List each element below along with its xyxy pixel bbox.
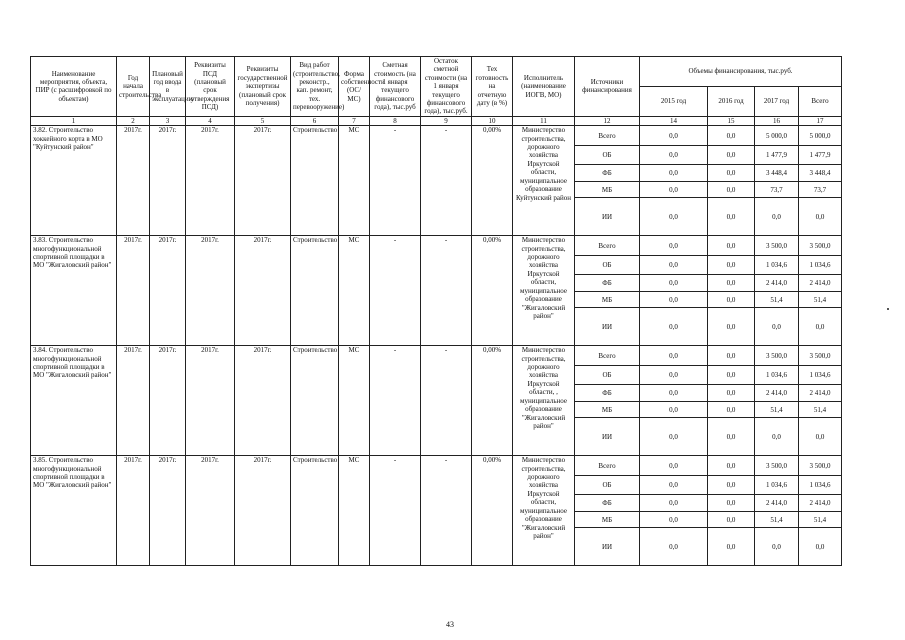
remaining-cost: - — [421, 236, 472, 346]
funding-source: ИИ — [575, 418, 640, 456]
amount-total: 73,7 — [799, 182, 842, 198]
amount-2016: 0,0 — [708, 366, 755, 385]
plan-year: 2017г. — [150, 346, 186, 456]
funding-source: ОБ — [575, 366, 640, 385]
amount-total: 51,4 — [799, 402, 842, 418]
amount-2015: 0,0 — [640, 275, 708, 292]
object-name: 3.84. Строительство многофункциональной спортивной площадки в МО "Жигаловский район" — [31, 346, 117, 456]
col-number: 7 — [339, 116, 370, 125]
funding-source: МБ — [575, 512, 640, 528]
col-number: 10 — [472, 116, 513, 125]
col-number: 8 — [370, 116, 421, 125]
funding-source: ОБ — [575, 476, 640, 495]
amount-2016: 0,0 — [708, 476, 755, 495]
amount-2015: 0,0 — [640, 256, 708, 275]
header-2015: 2015 год — [640, 86, 708, 116]
header-ownership: Форма собственности (ОС/МС) — [339, 57, 370, 117]
col-number: 17 — [799, 116, 842, 125]
expertise-date: 2017г. — [235, 456, 291, 566]
readiness: 0,00% — [472, 346, 513, 456]
amount-2015: 0,0 — [640, 182, 708, 198]
amount-2015: 0,0 — [640, 346, 708, 366]
amount-2016: 0,0 — [708, 402, 755, 418]
executor: Министерство строительства, дорожного хозяйства Иркутской области, муниципальное образование Куйтунский район — [513, 126, 575, 236]
table-row — [31, 126, 842, 146]
funding-source: МБ — [575, 182, 640, 198]
amount-2017: 1 034,6 — [755, 366, 799, 385]
page-number: 43 — [446, 620, 454, 629]
table-body — [31, 116, 842, 565]
header-sources: Источники финансирования — [575, 57, 640, 117]
amount-total: 3 500,0 — [799, 236, 842, 256]
amount-2017: 0,0 — [755, 198, 799, 236]
header-executor: Исполнитель (наименование ИОГВ, МО) — [513, 57, 575, 117]
amount-2017: 2 414,0 — [755, 495, 799, 512]
amount-total: 51,4 — [799, 292, 842, 308]
amount-2017: 1 477,9 — [755, 146, 799, 165]
amount-2015: 0,0 — [640, 385, 708, 402]
object-name: 3.83. Строительство многофункциональной спортивной площадки в МО "Жигаловский район" — [31, 236, 117, 346]
amount-2017: 0,0 — [755, 528, 799, 566]
amount-2016: 0,0 — [708, 182, 755, 198]
col-number: 16 — [755, 116, 799, 125]
remaining-cost: - — [421, 456, 472, 566]
header-2016: 2016 год — [708, 86, 755, 116]
amount-total: 0,0 — [799, 418, 842, 456]
estimated-cost: - — [370, 456, 421, 566]
amount-2015: 0,0 — [640, 308, 708, 346]
header-funding-group: Объемы финансирования, тыс.руб. — [640, 57, 842, 87]
funding-source: ИИ — [575, 528, 640, 566]
amount-total: 51,4 — [799, 512, 842, 528]
amount-2017: 3 500,0 — [755, 346, 799, 366]
psd-date: 2017г. — [186, 456, 235, 566]
amount-2015: 0,0 — [640, 292, 708, 308]
amount-2015: 0,0 — [640, 528, 708, 566]
col-number: 5 — [235, 116, 291, 125]
amount-2015: 0,0 — [640, 146, 708, 165]
header-total: Всего — [799, 86, 842, 116]
start-year: 2017г. — [117, 456, 150, 566]
header-readiness: Тех готовность на отчетную дату (в %) — [472, 57, 513, 117]
col-number: 4 — [186, 116, 235, 125]
executor: Министерство строительства, дорожного хозяйства Иркутской области, , муниципальное образование "Жигаловский район" — [513, 346, 575, 456]
amount-2015: 0,0 — [640, 198, 708, 236]
header-start-year: Год начала строительства — [117, 57, 150, 117]
amount-total: 1 034,6 — [799, 366, 842, 385]
col-number: 12 — [575, 116, 640, 125]
remaining-cost: - — [421, 346, 472, 456]
col-number: 11 — [513, 116, 575, 125]
expertise-date: 2017г. — [235, 346, 291, 456]
funding-source: МБ — [575, 402, 640, 418]
funding-source: Всего — [575, 126, 640, 146]
header-work-type: Вид работ (строительство, реконстр., кап. ремонт, тех. перевооружение) — [291, 57, 339, 117]
amount-2017: 51,4 — [755, 402, 799, 418]
readiness: 0,00% — [472, 236, 513, 346]
remaining-cost: - — [421, 126, 472, 236]
header-expertise: Реквизиты государственной экспертизы (плановый срок получения) — [235, 57, 291, 117]
amount-total: 2 414,0 — [799, 275, 842, 292]
work-type: Строительство — [291, 236, 339, 346]
col-number: 15 — [708, 116, 755, 125]
amount-2015: 0,0 — [640, 165, 708, 182]
start-year: 2017г. — [117, 346, 150, 456]
amount-2016: 0,0 — [708, 346, 755, 366]
amount-total: 1 034,6 — [799, 256, 842, 275]
header-remaining-cost: Остаток сметной стоимости (на 1 января текущего финансового года), тыс.руб. — [421, 57, 472, 117]
amount-2016: 0,0 — [708, 528, 755, 566]
amount-2017: 73,7 — [755, 182, 799, 198]
amount-2015: 0,0 — [640, 126, 708, 146]
amount-2015: 0,0 — [640, 402, 708, 418]
funding-source: ФБ — [575, 275, 640, 292]
amount-2016: 0,0 — [708, 512, 755, 528]
plan-year: 2017г. — [150, 236, 186, 346]
funding-source: ФБ — [575, 495, 640, 512]
financing-table — [30, 56, 842, 566]
plan-year: 2017г. — [150, 126, 186, 236]
readiness: 0,00% — [472, 126, 513, 236]
amount-2016: 0,0 — [708, 236, 755, 256]
amount-total: 2 414,0 — [799, 385, 842, 402]
amount-2017: 1 034,6 — [755, 256, 799, 275]
ownership: МС — [339, 456, 370, 566]
amount-2017: 3 500,0 — [755, 456, 799, 476]
col-number: 2 — [117, 116, 150, 125]
funding-source: Всего — [575, 346, 640, 366]
amount-total: 5 000,0 — [799, 126, 842, 146]
ownership: МС — [339, 236, 370, 346]
object-name: 3.82. Строительство хоккейного корта в МО "Куйтунский район" — [31, 126, 117, 236]
funding-source: ФБ — [575, 165, 640, 182]
column-number-row — [31, 116, 842, 125]
funding-source: ОБ — [575, 256, 640, 275]
amount-2015: 0,0 — [640, 495, 708, 512]
estimated-cost: - — [370, 346, 421, 456]
plan-year: 2017г. — [150, 456, 186, 566]
table-row — [31, 456, 842, 476]
amount-2016: 0,0 — [708, 456, 755, 476]
amount-2017: 0,0 — [755, 308, 799, 346]
table-row — [31, 236, 842, 256]
amount-2015: 0,0 — [640, 512, 708, 528]
funding-source: МБ — [575, 292, 640, 308]
amount-2017: 51,4 — [755, 292, 799, 308]
amount-2017: 3 448,4 — [755, 165, 799, 182]
psd-date: 2017г. — [186, 236, 235, 346]
amount-2016: 0,0 — [708, 385, 755, 402]
col-number: 6 — [291, 116, 339, 125]
object-name: 3.85. Строительство многофункциональной спортивной площадки в МО "Жигаловский район" — [31, 456, 117, 566]
amount-2017: 5 000,0 — [755, 126, 799, 146]
col-number: 14 — [640, 116, 708, 125]
estimated-cost: - — [370, 236, 421, 346]
amount-total: 0,0 — [799, 528, 842, 566]
executor: Министерство строительства, дорожного хозяйства Иркутской области, муниципальное образование "Жигаловский район" — [513, 236, 575, 346]
amount-2017: 1 034,6 — [755, 476, 799, 495]
amount-total: 3 448,4 — [799, 165, 842, 182]
amount-total: 3 500,0 — [799, 346, 842, 366]
amount-2017: 0,0 — [755, 418, 799, 456]
amount-2017: 51,4 — [755, 512, 799, 528]
amount-2015: 0,0 — [640, 418, 708, 456]
amount-2016: 0,0 — [708, 308, 755, 346]
amount-2016: 0,0 — [708, 165, 755, 182]
amount-total: 1 477,9 — [799, 146, 842, 165]
readiness: 0,00% — [472, 456, 513, 566]
funding-source: ФБ — [575, 385, 640, 402]
amount-total: 1 034,6 — [799, 476, 842, 495]
amount-total: 0,0 — [799, 308, 842, 346]
psd-date: 2017г. — [186, 346, 235, 456]
start-year: 2017г. — [117, 236, 150, 346]
amount-2016: 0,0 — [708, 275, 755, 292]
amount-2016: 0,0 — [708, 146, 755, 165]
funding-source: ИИ — [575, 198, 640, 236]
header-2017: 2017 год — [755, 86, 799, 116]
amount-total: 3 500,0 — [799, 456, 842, 476]
work-type: Строительство — [291, 346, 339, 456]
psd-date: 2017г. — [186, 126, 235, 236]
amount-2015: 0,0 — [640, 236, 708, 256]
estimated-cost: - — [370, 126, 421, 236]
expertise-date: 2017г. — [235, 126, 291, 236]
scan-speck — [887, 308, 889, 310]
amount-2016: 0,0 — [708, 495, 755, 512]
funding-source: Всего — [575, 236, 640, 256]
amount-2016: 0,0 — [708, 256, 755, 275]
amount-2015: 0,0 — [640, 366, 708, 385]
amount-total: 0,0 — [799, 198, 842, 236]
amount-2016: 0,0 — [708, 198, 755, 236]
funding-source: Всего — [575, 456, 640, 476]
executor: Министерство строительства, дорожного хозяйства Иркутской области, муниципальное образование "Жигаловский район" — [513, 456, 575, 566]
amount-2017: 2 414,0 — [755, 275, 799, 292]
header-plan-year: Плановый год ввода в эксплуатацию — [150, 57, 186, 117]
amount-2017: 3 500,0 — [755, 236, 799, 256]
col-number: 1 — [31, 116, 117, 125]
amount-2015: 0,0 — [640, 456, 708, 476]
funding-source: ИИ — [575, 308, 640, 346]
work-type: Строительство — [291, 456, 339, 566]
ownership: МС — [339, 126, 370, 236]
work-type: Строительство — [291, 126, 339, 236]
amount-2016: 0,0 — [708, 292, 755, 308]
start-year: 2017г. — [117, 126, 150, 236]
amount-2016: 0,0 — [708, 126, 755, 146]
table-row — [31, 346, 842, 366]
col-number: 3 — [150, 116, 186, 125]
ownership: МС — [339, 346, 370, 456]
col-number: 9 — [421, 116, 472, 125]
header-cost: Сметная стоимость (на 1 января текущего финансового года), тыс.руб — [370, 57, 421, 117]
amount-2016: 0,0 — [708, 418, 755, 456]
header-psd: Реквизиты ПСД (плановый срок утверждения ПСД) — [186, 57, 235, 117]
amount-2017: 2 414,0 — [755, 385, 799, 402]
amount-2015: 0,0 — [640, 476, 708, 495]
amount-total: 2 414,0 — [799, 495, 842, 512]
header-name: Наименование мероприятия, объекта, ПИР (с расшифровкой по объектам) — [31, 57, 117, 117]
funding-source: ОБ — [575, 146, 640, 165]
expertise-date: 2017г. — [235, 236, 291, 346]
